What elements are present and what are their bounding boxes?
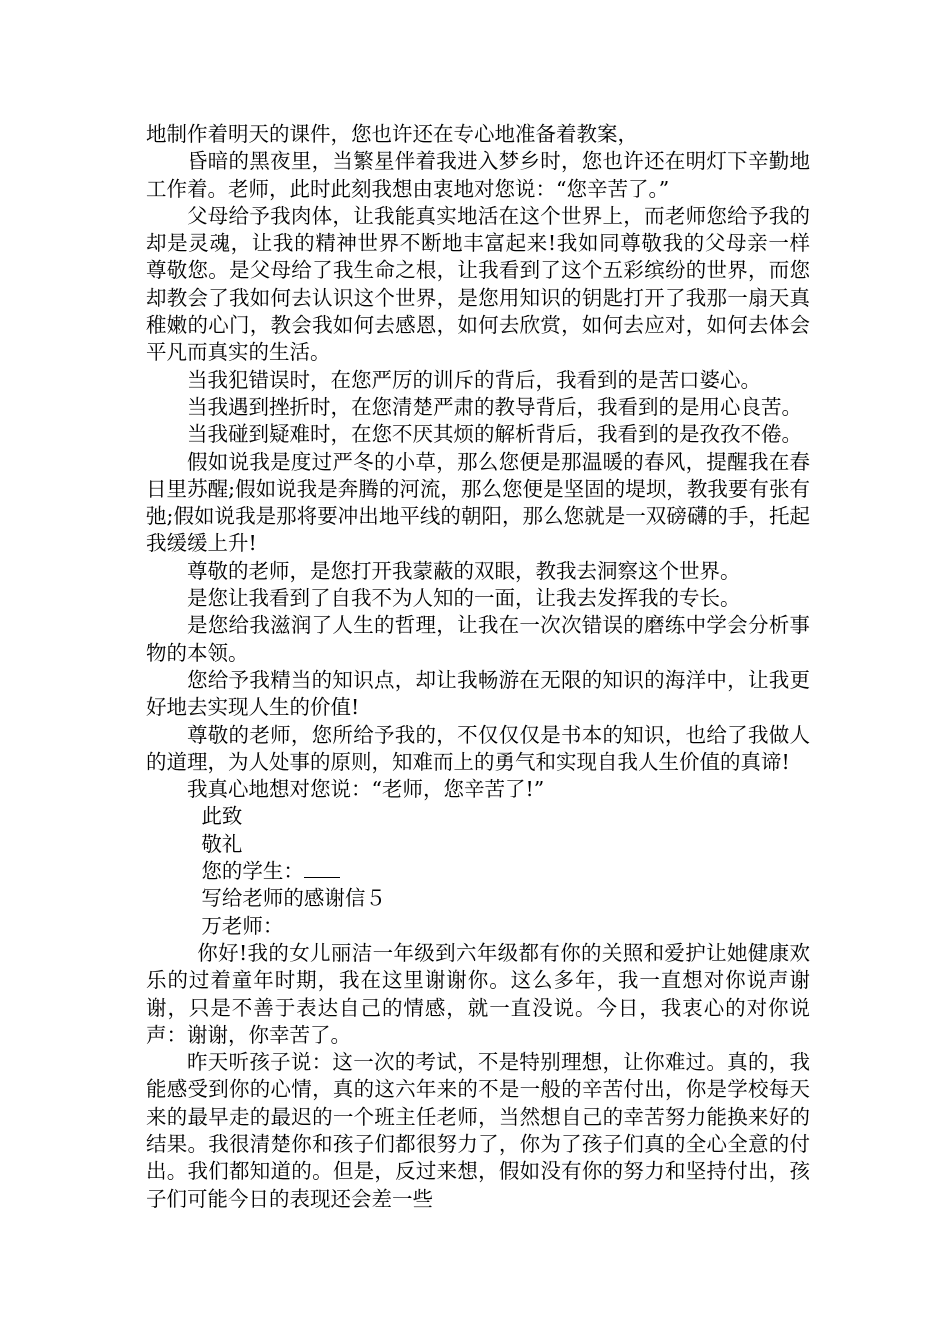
paragraph-9: 是您让我看到了自我不为人知的一面，让我去发挥我的专长。 — [187, 586, 741, 611]
letter2-paragraph-2: 昨天听孩子说：这一次的考试，不是特别理想，让你难过。真的，我能感受到你的心情，真的这六年来的不是一般的辛苦付出，你是学校每天来的最早走的最迟的一个班主任老师，当然想自己的幸苦努力能换来好的结果。我很清楚你和孩子们都很努力了，你为了孩子们真的全心全意的付出。我们都知道的。但是，反过来想，假如没有你的努力和坚持付出，孩子们可能今日的表现还会差一些 — [146, 1050, 810, 1211]
letter2-paragraph-1: 你好!我的女儿丽洁一年级到六年级都有你的关照和爱护让她健康欢乐的过着童年时期，我在这里谢谢你。这么多年，我一直想对你说声谢谢，只是不善于表达自己的情感，就一直没说。今日，我衷心的对你说声：谢谢，你幸苦了。 — [146, 940, 810, 1047]
paragraph-11: 您给予我精当的知识点，却让我畅游在无限的知识的海洋中，让我更好地去实现人生的价值! — [146, 667, 810, 720]
closing-line-2: 敬礼 — [201, 831, 243, 856]
paragraph-13: 我真心地想对您说：“老师，您辛苦了!” — [187, 777, 545, 802]
salutation: 万老师： — [201, 913, 284, 938]
paragraph-3: 父母给予我肉体，让我能真实地活在这个世界上，而老师您给予我的却是灵魂，让我的精神世界不断地丰富起来!我如同尊敬我的父母亲一样尊敬您。是父母给了我生命之根，让我看到了这个五彩缤纷的世界，而您却教会了我如何去认识这个世界，是您用知识的钥匙打开了我那一扇天真稚嫩的心门，教会我如何去感恩，如何去欣赏，如何去应对，如何去体会平凡而真实的生活。 — [146, 203, 810, 365]
signature-line — [146, 858, 810, 885]
paragraph-12: 尊敬的老师，您所给予我的，不仅仅仅是书本的知识，也给了我做人的道理，为人处事的原则，知难而上的勇气和实现自我人生价值的真谛! — [146, 722, 810, 774]
document-page — [146, 121, 810, 1213]
paragraph-8: 尊敬的老师，是您打开我蒙蔽的双眼，教我去洞察这个世界。 — [187, 558, 741, 583]
paragraph-2: 昏暗的黑夜里，当繁星伴着我进入梦乡时，您也许还在明灯下辛勤地工作着。老师，此时此刻我想由衷地对您说：“您辛苦了。” — [146, 149, 810, 201]
paragraph-10: 是您给我滋润了人生的哲理，让我在一次次错误的磨练中学会分析事物的本领。 — [146, 613, 810, 665]
paragraph-1: 地制作着明天的课件，您也许还在专心地准备着教案， — [146, 122, 638, 146]
paragraph-5: 当我遇到挫折时，在您清楚严肃的教导背后，我看到的是用心良苦。 — [187, 394, 802, 419]
paragraph-6: 当我碰到疑难时，在您不厌其烦的解析背后，我看到的是孜孜不倦。 — [187, 422, 802, 447]
closing-line-1: 此致 — [201, 804, 243, 829]
letter-heading: 写给老师的感谢信５ — [201, 886, 386, 911]
paragraph-7: 假如说我是度过严冬的小草，那么您便是那温暖的春风，提醒我在春日里苏醒;假如说我是奔腾的河流，那么您便是坚固的堤坝，教我要有张有弛;假如说我是那将要冲出地平线的朝阳，那么您就是一双磅礴的手，托起我缓缓上升! — [146, 449, 810, 556]
signature-blank — [304, 859, 340, 878]
paragraph-4: 当我犯错误时，在您严厉的训斥的背后，我看到的是苦口婆心。 — [187, 367, 761, 392]
signature-label: 您的学生： — [201, 859, 304, 884]
